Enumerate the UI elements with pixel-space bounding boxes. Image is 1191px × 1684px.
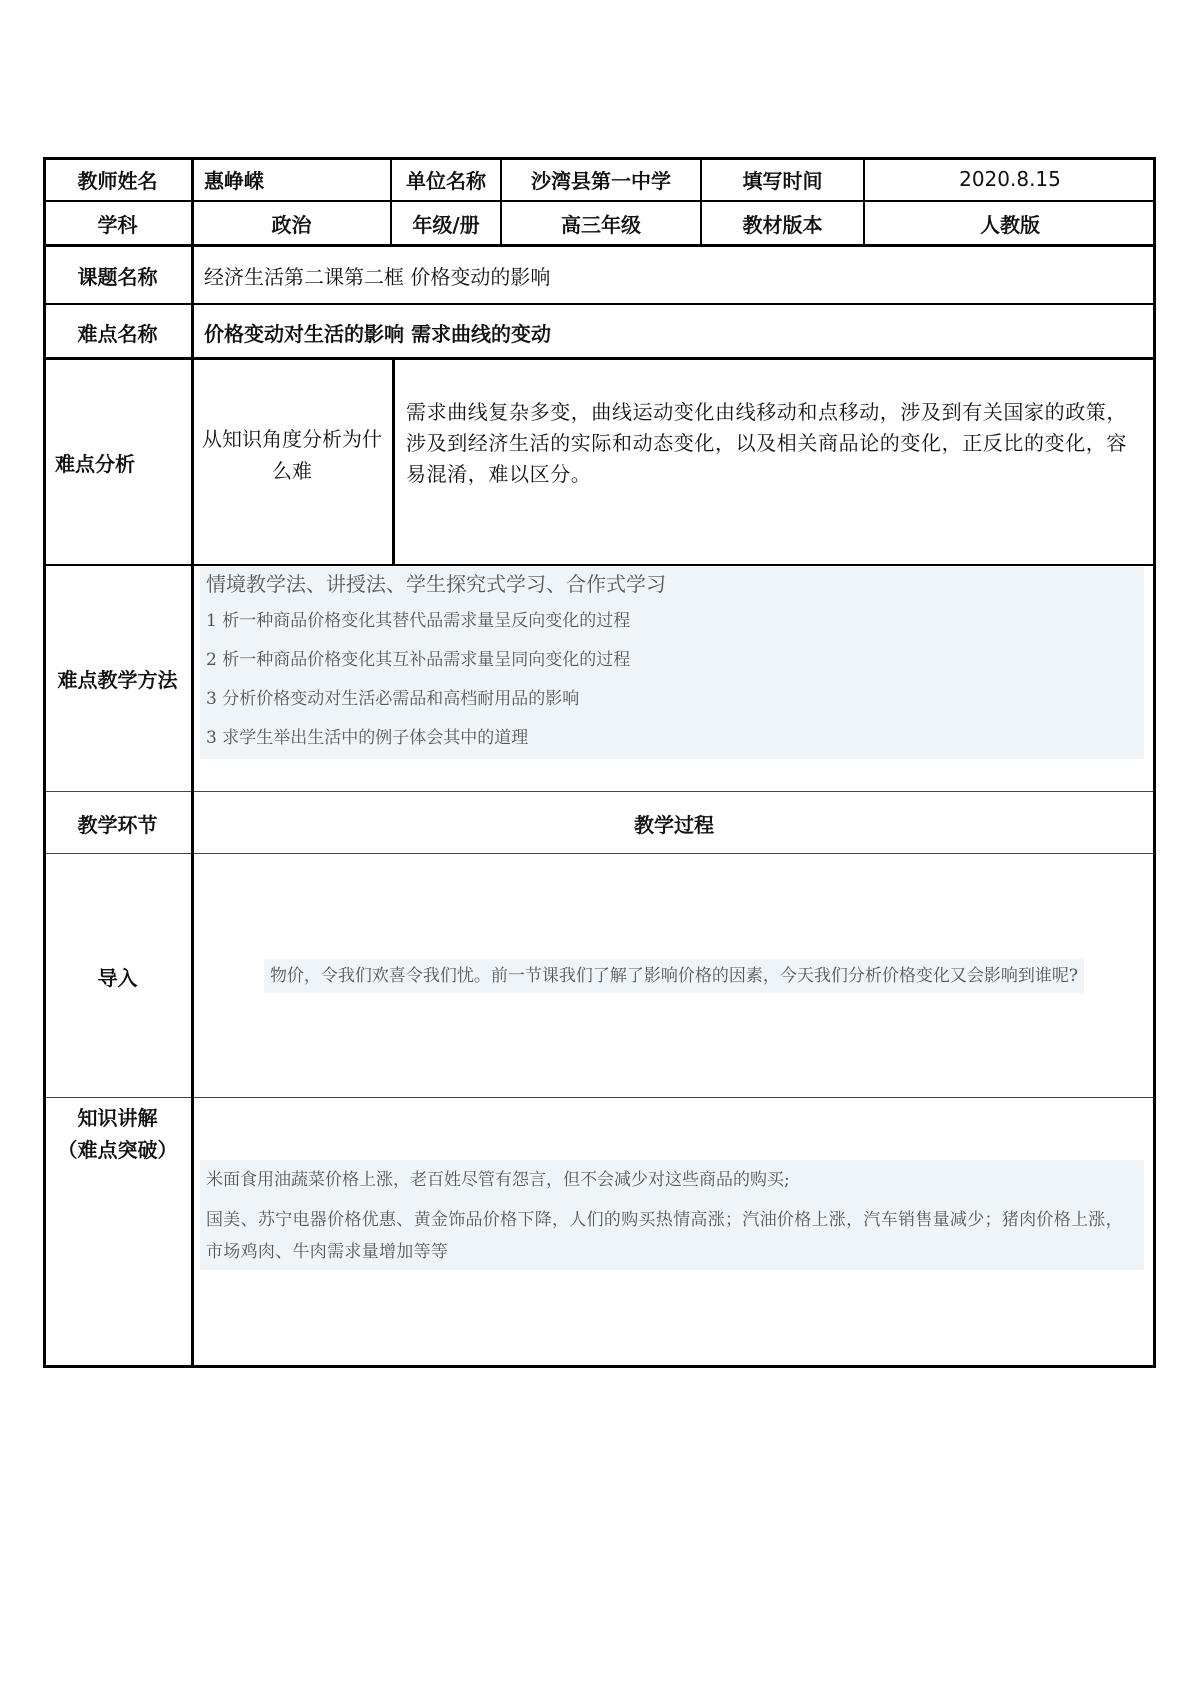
analysis-row [43,359,1156,565]
intro-text: 物价，令我们欢喜令我们忧。前一节课我们了解了影响价格的因素，今天我们分析价格变化又会影响到谁呢? [264,959,1084,993]
column-divider [392,359,395,565]
process-stage-label: 教学环节 [77,812,158,837]
knowledge-label [43,1098,192,1366]
date-value: 2020.8.15 [959,167,1061,191]
process-header-row [43,792,1156,854]
difficulty-row [43,306,1156,359]
intro-content [192,854,1156,1098]
header-row-1 [43,157,1156,201]
method-line: 3 分析价格变动对生活必需品和高档耐用品的影响 [206,689,580,709]
teacher-label: 教师姓名 [77,168,158,193]
method-list [200,567,1144,759]
row-divider [43,303,1156,305]
subject-label: 学科 [97,212,138,237]
analysis-text: 需求曲线复杂多变，曲线运动变化由线移动和点移动，涉及到有关国家的政策，涉及到经济生活的实际和动态变化，以及相关商品论的变化，正反比的变化，容易混淆，难以区分。 [406,400,1127,486]
analysis-sub-label-cell [192,359,392,565]
method-line: 情境教学法、讲授法、学生探究式学习、合作式学习 [206,572,666,596]
column-divider [500,157,502,245]
method-content [192,565,1156,792]
topic-label: 课题名称 [77,265,158,289]
knowledge-list [200,1160,1144,1270]
row-divider [43,791,1156,792]
method-line: 1 析一种商品价格变化其替代品需求量呈反向变化的过程 [206,611,631,631]
header-row-2 [43,201,1156,245]
analysis-text-cell [394,359,1156,565]
date-label: 填写时间 [742,168,823,193]
knowledge-content [192,1098,1156,1366]
analysis-label: 难点分析 [55,451,135,476]
row-divider [43,244,1156,247]
edition-value: 人教版 [980,212,1040,237]
table-border-right [1153,157,1156,1368]
process-title: 教学过程 [634,812,714,837]
method-row [43,565,1156,792]
column-divider [191,157,194,1368]
row-divider [43,1097,1156,1098]
table-border-bottom [43,1365,1156,1368]
table-border-top [43,157,1156,160]
intro-label: 导入 [97,965,138,990]
topic-value: 经济生活第二课第二框 价格变动的影响 [204,265,551,289]
column-divider [863,157,865,245]
table-border-left [43,157,46,1368]
grade-label: 年级/册 [412,212,480,237]
intro-row [43,854,1156,1098]
teacher-value: 惠峥嵘 [204,168,264,193]
edition-label: 教材版本 [742,212,823,237]
unit-value: 沙湾县第一中学 [531,168,671,193]
method-label: 难点教学方法 [57,668,178,692]
difficulty-label: 难点名称 [77,322,158,346]
column-divider [700,157,702,245]
knowledge-label-line1: 知识讲解 [77,1106,158,1130]
method-line: 2 析一种商品价格变化其互补品需求量呈同向变化的过程 [206,650,631,670]
row-divider [43,564,1156,566]
difficulty-value: 价格变动对生活的影响 需求曲线的变动 [204,322,551,346]
knowledge-line: 国美、苏宁电器价格优惠、黄金饰品价格下降，人们的购买热情高涨；汽油价格上涨，汽车销售量减少；猪肉价格上涨，市场鸡肉、牛肉需求量增加等等 [206,1210,1123,1262]
topic-row [43,248,1156,303]
unit-label: 单位名称 [406,168,486,193]
knowledge-row [43,1098,1156,1366]
row-divider [43,853,1156,854]
knowledge-label-line2: （难点突破） [57,1138,178,1162]
column-divider [390,157,392,245]
method-line: 3 求学生举出生活中的例子体会其中的道理 [206,728,529,748]
analysis-sub-label: 从知识角度分析为什么难 [202,427,382,483]
grade-value: 高三年级 [561,212,641,237]
row-divider [43,200,1156,202]
row-divider [43,357,1156,360]
knowledge-line: 米面食用油蔬菜价格上涨，老百姓尽管有怨言，但不会减少对这些商品的购买; [206,1170,790,1190]
subject-value: 政治 [271,212,312,237]
